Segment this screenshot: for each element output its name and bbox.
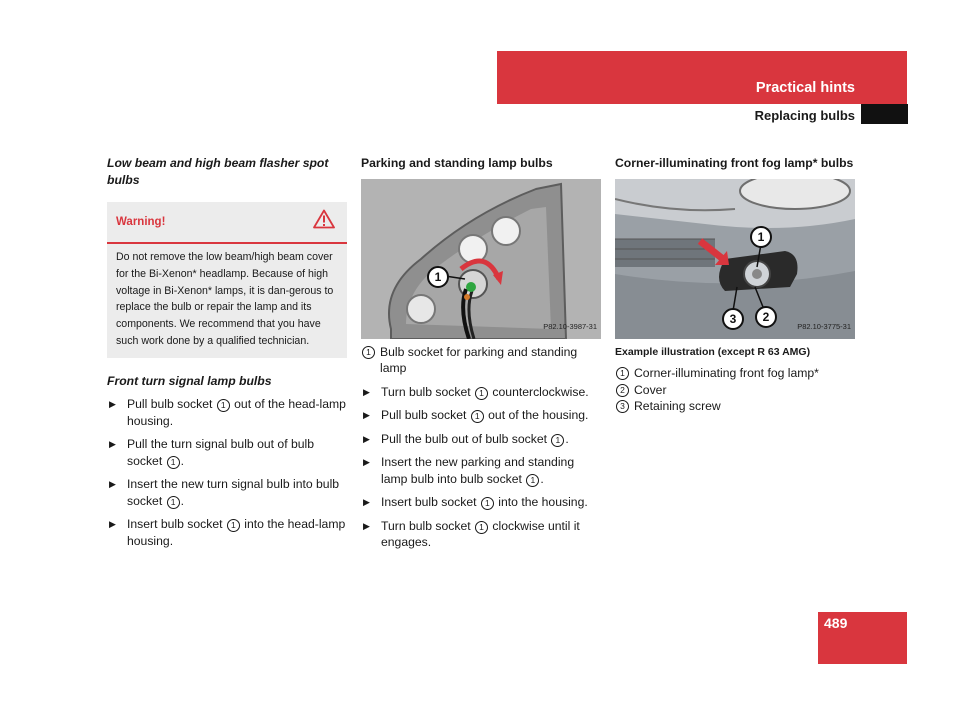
callout-ref: 1: [167, 496, 180, 509]
callout-ref: 1: [475, 387, 488, 400]
instruction-step: [107, 436, 347, 469]
step-text: Insert bulb socket: [381, 495, 480, 509]
step-text: clockwise until it engages.: [381, 518, 580, 549]
bullet-arrow-icon: ▶: [363, 386, 370, 397]
callout-ref: 1: [551, 434, 564, 447]
step-text: out of the housing.: [484, 408, 589, 422]
figure-code: P82.10-3987-31: [543, 322, 597, 331]
warning-text: Do not remove the low beam/high beam cover for the Bi-Xenon* headlamp. Because of high voltage in Bi-Xenon* lamps, it is dan-gerous to replace the bulb or repair the lamp and its components. We recommend that you have such work done by a qualified technician.: [116, 251, 334, 347]
step-text: Pull bulb socket: [381, 408, 470, 422]
warning-header: [107, 202, 347, 244]
bullet-arrow-icon: ▶: [363, 520, 370, 531]
instruction-step: [107, 476, 347, 509]
fog-lamp-figure: [615, 179, 855, 339]
instruction-step: [107, 396, 347, 429]
heading-fog-lamp: Corner-illuminating front fog lamp* bulbs: [615, 156, 854, 170]
legend-text: Cover: [634, 382, 667, 397]
step-text: Turn bulb socket: [381, 384, 475, 399]
figure-code: P82.10-3775-31: [797, 322, 851, 331]
callout-ref: 1: [167, 456, 180, 469]
fog-lamp-legend: [615, 365, 860, 415]
bullet-arrow-icon: ▶: [109, 519, 116, 530]
turn-signal-steps: [107, 396, 347, 549]
step-text: .: [180, 453, 185, 468]
column-parking-lamp: [361, 155, 601, 551]
warning-triangle-icon: [313, 209, 335, 234]
step-text: .: [565, 431, 569, 446]
step-text: Insert the new turn signal bulb into bulb socket: [127, 477, 340, 508]
bullet-arrow-icon: ▶: [363, 457, 370, 467]
parking-lamp-steps: [361, 384, 601, 551]
parking-lamp-figure: [361, 179, 601, 339]
instruction-step: [361, 431, 601, 448]
figure-callout-1: 1: [750, 226, 772, 248]
callout-ref: 1: [475, 521, 488, 534]
legend-text: Retaining screw: [634, 399, 721, 413]
legend-text: Corner-illuminating front fog lamp*: [634, 366, 819, 380]
heading-low-beam: Low beam and high beam flasher spot bulbs: [107, 156, 329, 187]
legend-item: [615, 398, 860, 415]
step-text: .: [540, 471, 544, 486]
legend-item: [361, 344, 601, 377]
sub-title: Replacing bulbs: [754, 108, 855, 123]
column-low-beam: [107, 155, 347, 549]
callout-ref: 1: [227, 519, 240, 532]
step-text: counterclockwise.: [489, 384, 589, 399]
callout-ref: 1: [362, 346, 375, 359]
legend-text: Bulb socket for parking and standing lamp: [380, 344, 578, 375]
bullet-arrow-icon: ▶: [109, 479, 116, 490]
instruction-step: [361, 384, 601, 401]
callout-ref: 1: [481, 497, 494, 510]
callout-ref: 2: [616, 384, 629, 397]
heading-turn-signal: Front turn signal lamp bulbs: [107, 373, 272, 388]
warning-label: Warning!: [116, 216, 166, 228]
column-fog-lamp: [615, 155, 860, 415]
step-text: into the housing.: [494, 495, 588, 509]
step-text: Insert bulb socket: [127, 517, 226, 532]
step-text: Pull the turn signal bulb out of bulb socket: [127, 437, 315, 468]
callout-ref: 1: [471, 410, 484, 423]
instruction-step: [361, 518, 601, 551]
step-text: Pull the bulb out of bulb socket: [381, 431, 551, 446]
callout-ref: 1: [526, 474, 539, 487]
parking-lamp-legend: [361, 344, 601, 377]
warning-box: [107, 202, 347, 358]
step-text: into the head-lamp housing.: [127, 517, 346, 548]
legend-item: [615, 382, 860, 399]
section-title: Practical hints: [755, 80, 855, 96]
instruction-step: [361, 407, 601, 424]
callout-ref: 1: [616, 367, 629, 380]
step-text: Turn bulb socket: [381, 518, 475, 533]
instruction-step: [107, 516, 347, 549]
bullet-arrow-icon: ▶: [109, 399, 116, 410]
step-text: .: [180, 493, 185, 508]
section-tab: [861, 104, 908, 124]
figure-callout-1: 1: [427, 266, 449, 288]
step-text: Insert the new parking and standing lamp bulb into bulb socket: [381, 455, 575, 486]
legend-item: [615, 365, 860, 382]
bullet-arrow-icon: ▶: [363, 497, 370, 507]
bullet-arrow-icon: ▶: [363, 410, 370, 420]
bullet-arrow-icon: ▶: [363, 433, 370, 444]
bullet-arrow-icon: ▶: [109, 439, 116, 450]
page-number: 489: [824, 615, 848, 631]
instruction-step: [361, 454, 601, 487]
callout-ref: 3: [616, 400, 629, 413]
figure-callout-2: 2: [755, 306, 777, 328]
step-text: Pull bulb socket: [127, 397, 216, 412]
callout-ref: 1: [217, 399, 230, 412]
figure-callout-3: 3: [722, 308, 744, 330]
step-text: out of the head-lamp housing.: [127, 397, 346, 428]
heading-parking-lamp: Parking and standing lamp bulbs: [361, 156, 553, 170]
instruction-step: [361, 494, 601, 511]
figure-caption: Example illustration (except R 63 AMG): [615, 345, 811, 358]
